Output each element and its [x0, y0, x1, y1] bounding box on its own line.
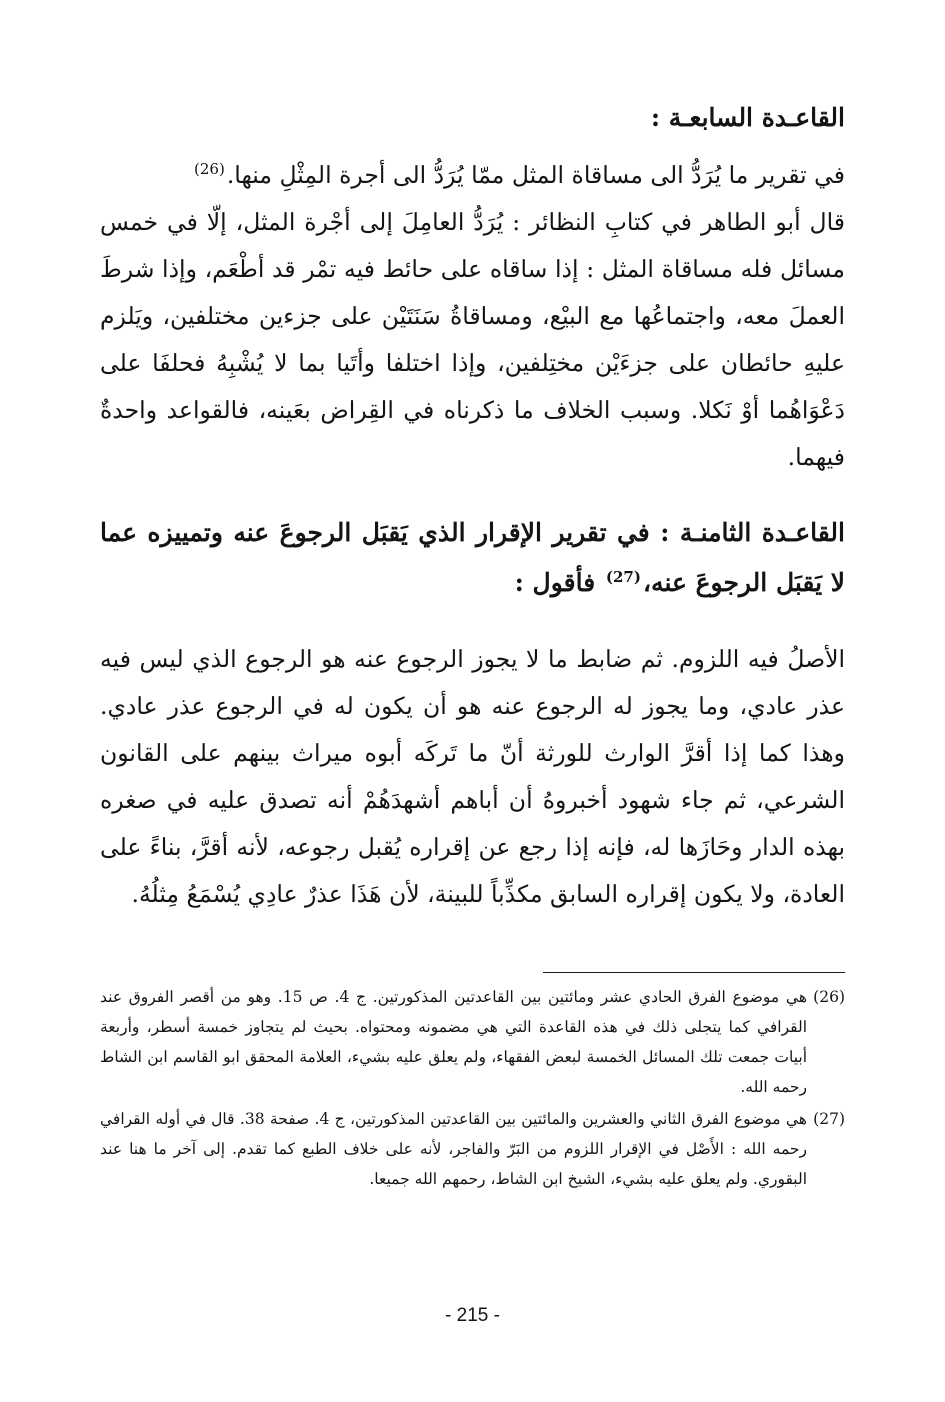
footnote-number: (27) [813, 1110, 845, 1128]
footnote-number: (26) [813, 988, 845, 1006]
footnotes [100, 982, 845, 1194]
footnote-text: هي موضوع الفرق الثاني والعشرين والمائتين بين القاعدتين المذكورتين، ج 4. صفحة 38. قال في أوله القرافي رحمه الله : الأَصْل في الإقرار اللزوم من البَرّ والفاجر، لأنه على خلاف الطبع كما تقدم. إلى آخر ما هنا عند البقوري. ولم يعلق عليه بشيء، الشيخ ابن الشاط، رحمهم الله جميعا. [100, 1110, 807, 1188]
rule-8-body: الأصلُ فيه اللزوم. ثم ضابط ما لا يجوز الرجوع عنه هو الرجوع الذي ليس فيه عذر عادي، وما يجوز له الرجوع عنه هو أن يكون له في الرجوع عذر عادي. وهذا كما إذا أقرَّ الوارث للورثة أنّ ما تَركَه أبوه ميراث بينهم على القانون الشرعي، ثم جاء شهود أخبروهُ أن أباهم أشهدَهُمْ أنه تصدق عليه في صغره بهذه الدار وحَازَها له، فإنه إذا رجع عن إقراره يُقبل رجوعه، لأنه أقرَّ، بناءً على العادة، ولا يكون إقراره السابق مكذِّباً للبينة، لأن هَذَا عذرٌ عادِي يُسْمَعُ مِثلُهُ. [100, 645, 846, 908]
footnote-27 [100, 1104, 845, 1194]
footnote-ref-27: (27) [605, 567, 641, 586]
rule-7-heading: القاعـدة السابعـة : [650, 103, 845, 132]
rule-7-section [100, 152, 845, 481]
rule-8-heading [100, 508, 845, 608]
rule-7-body: قال أبو الطاهر في كتابِ النظائر : يُرَدُّ العامِلَ إلى أجْرة المثل، إلّا في خمس مسائل فله مساقاة المثل : إذا ساقاه على حائط فيه تمْر قد أطْعَم، وإذا شرطَ العملَ معه، واجتماعُها مع البيْع، ومساقاةُ سَنَتَيْن على جزءين مختلفين، ويَلزم عليهِ حائطان على جزءَيْن مختِلفين، وإذا اختلفا وأتَيا بما لا يُشْبِهُ فحلفَا على دَعْوَاهُما أوْ نَكلا. وسبب الخلاف ما ذكرناه في القِراض بعَينه، فالقواعد واحدةٌ فيهما. [100, 208, 845, 471]
footnote-text: هي موضوع الفرق الحادي عشر ومائتين بين القاعدتين المذكورتين. ج 4. ص 15. وهو من أقصر الفروق عند القرافي كما يتجلى ذلك في هذه القاعدة التي هي مضمونه ومحتواه. بحيث لم يتجاوز خمسة أسطر، وأربعة أبيات جمعت تلك المسائل الخمسة لبعض الفقهاء، ولم يعلق عليه بشيء، العلامة المحقق ابو القاسم ابن الشاط رحمه الله. [100, 988, 807, 1096]
footnote-ref-26: (26) [194, 160, 225, 179]
rule-8-heading-text: القاعـدة الثامنـة : في تقرير الإقرار الذي يَقبَل الرجوعَ عنه وتمييزه عما لا يَقبَل الرجوعَ عنه، [100, 518, 845, 597]
footnote-separator [543, 972, 845, 973]
rule-7-intro-text: في تقرير ما يُرَدُّ الى مساقاة المثل ممّا يُرَدُّ الى أجرة المِثْلِ منها. [226, 161, 845, 189]
page-number: - 215 - [445, 1305, 500, 1326]
rule-7-intro [100, 152, 845, 199]
footnote-26 [100, 982, 845, 1102]
rule-8-heading-end: فأقول : [514, 568, 596, 597]
